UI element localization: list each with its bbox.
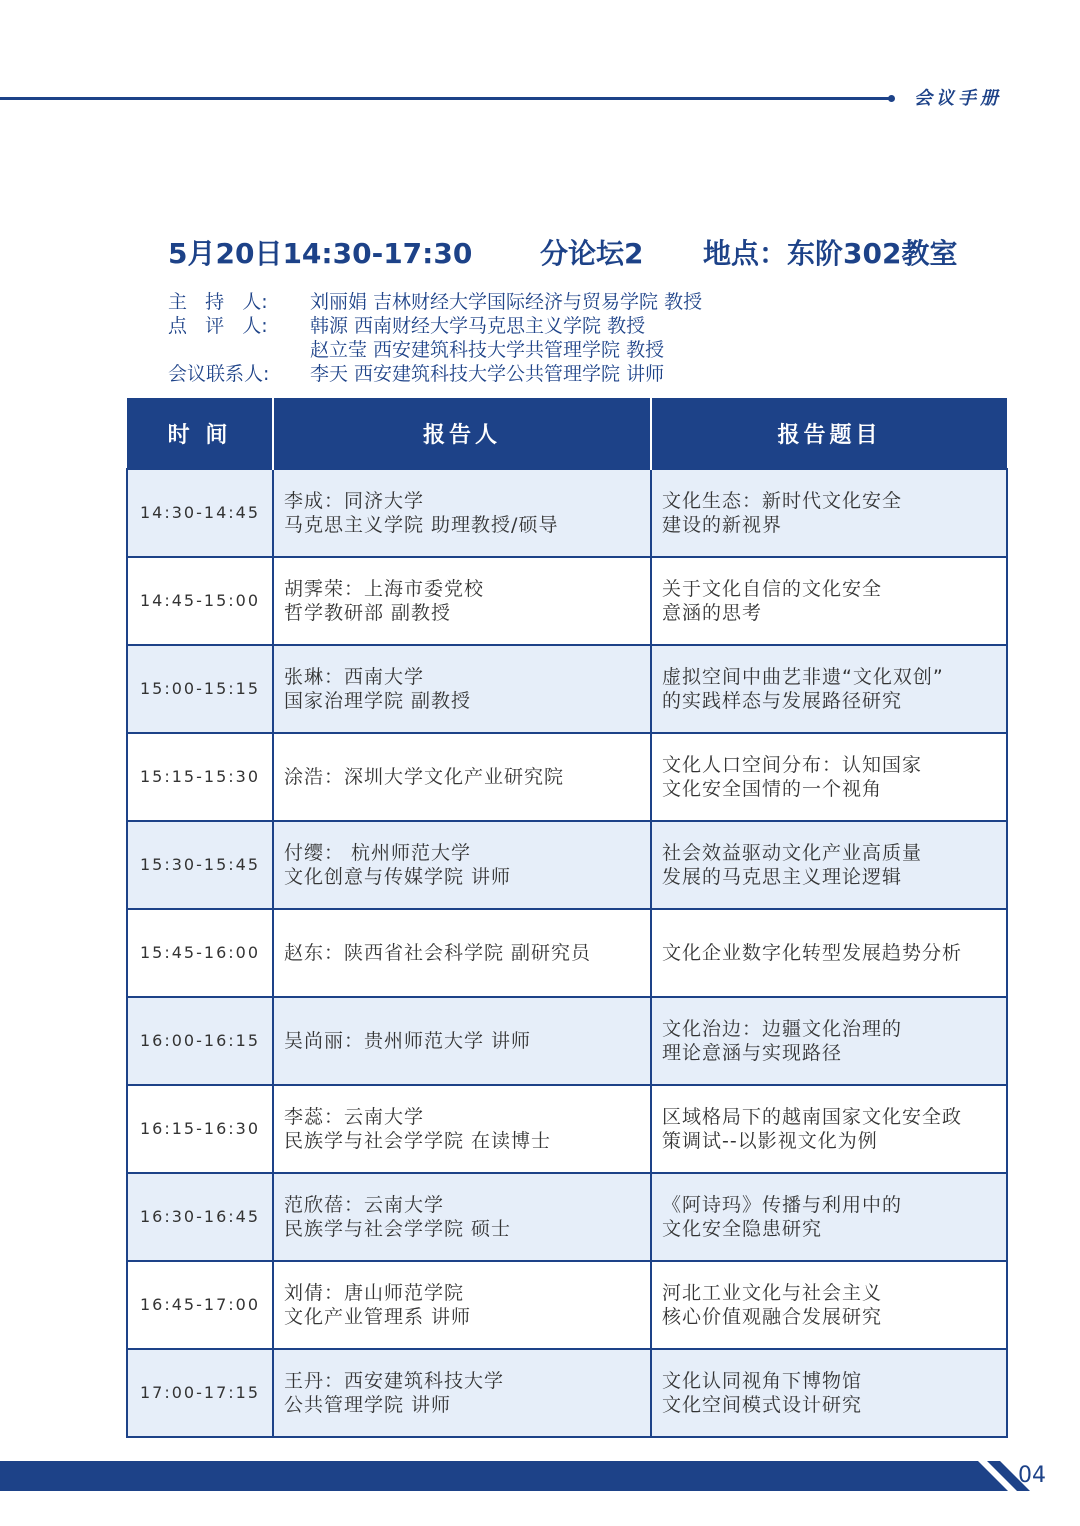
speaker-line: 公共管理学院 讲师 xyxy=(284,1394,452,1416)
speaker-cell xyxy=(273,557,651,645)
people-value: 赵立莹 西安建筑科技大学共管理学院 教授 xyxy=(310,339,665,361)
topic-line: 核心价值观融合发展研究 xyxy=(662,1306,883,1328)
speaker-line: 民族学与社会学学院 在读博士 xyxy=(284,1130,552,1152)
handbook-label: 会议手册 xyxy=(914,88,1002,109)
session-time: 5月20日14:30-17:30 xyxy=(168,237,473,270)
speaker-line: 李蕊：云南大学 xyxy=(284,1106,425,1128)
topic-line: 的实践样态与发展路径研究 xyxy=(662,690,903,712)
header-topic: 报告题目 xyxy=(651,398,1007,469)
table-row xyxy=(127,557,1007,645)
speaker-line: 赵东：陕西省社会科学院 副研究员 xyxy=(284,942,592,964)
table-row xyxy=(127,469,1007,557)
speaker-cell xyxy=(273,733,651,821)
table-header-row xyxy=(127,398,1007,469)
topic-line: 发展的马克思主义理论逻辑 xyxy=(662,866,903,888)
schedule-table xyxy=(126,398,1008,1438)
topic-line: 意涵的思考 xyxy=(662,602,763,624)
speaker-line: 范欣蓓：云南大学 xyxy=(284,1194,445,1216)
speaker-line: 刘倩：唐山师范学院 xyxy=(284,1282,465,1304)
speaker-line: 哲学教研部 副教授 xyxy=(284,602,452,624)
topic-cell xyxy=(651,1261,1007,1349)
footer-bar-fill xyxy=(0,1461,1008,1491)
table-row xyxy=(127,1349,1007,1437)
time-cell: 16:45-17:00 xyxy=(127,1261,273,1349)
table-row xyxy=(127,997,1007,1085)
speaker-line: 付缨： 杭州师范大学 xyxy=(284,842,472,864)
time-cell: 14:30-14:45 xyxy=(127,469,273,557)
topic-line: 文化人口空间分布：认知国家 xyxy=(662,754,923,776)
topic-line: 区域格局下的越南国家文化安全政 xyxy=(662,1106,963,1128)
people-row xyxy=(168,338,1028,362)
schedule-body xyxy=(127,469,1007,1437)
table-row xyxy=(127,733,1007,821)
speaker-cell xyxy=(273,909,651,997)
people-row xyxy=(168,290,1028,314)
speaker-cell xyxy=(273,1261,651,1349)
header-speaker: 报告人 xyxy=(273,398,651,469)
time-cell: 16:30-16:45 xyxy=(127,1173,273,1261)
topic-line: 虚拟空间中曲艺非遗“文化双创” xyxy=(662,666,944,688)
topic-cell xyxy=(651,469,1007,557)
session-forum: 分论坛2 xyxy=(540,237,644,270)
topic-cell xyxy=(651,1173,1007,1261)
topic-line: 文化认同视角下博物馆 xyxy=(662,1370,863,1392)
time-cell: 15:30-15:45 xyxy=(127,821,273,909)
people-row xyxy=(168,314,1028,338)
speaker-cell xyxy=(273,645,651,733)
speaker-line: 文化产业管理系 讲师 xyxy=(284,1306,472,1328)
speaker-line: 吴尚丽：贵州师范大学 讲师 xyxy=(284,1030,532,1052)
time-cell: 15:45-16:00 xyxy=(127,909,273,997)
people-row xyxy=(168,362,1028,386)
table-row xyxy=(127,645,1007,733)
topic-line: 社会效益驱动文化产业高质量 xyxy=(662,842,923,864)
speaker-line: 李成：同济大学 xyxy=(284,490,425,512)
speaker-line: 民族学与社会学学院 硕士 xyxy=(284,1218,512,1240)
header-time: 时 间 xyxy=(127,398,273,469)
people-value: 韩源 西南财经大学马克思主义学院 教授 xyxy=(310,315,646,337)
header-rule-dot xyxy=(888,95,895,102)
time-cell: 15:15-15:30 xyxy=(127,733,273,821)
topic-line: 文化空间模式设计研究 xyxy=(662,1394,863,1416)
topic-cell xyxy=(651,1085,1007,1173)
footer-bar xyxy=(0,1461,1080,1491)
topic-line: 理论意涵与实现路径 xyxy=(662,1042,843,1064)
session-venue: 地点：东阶302教室 xyxy=(703,237,958,270)
people-value: 李天 西安建筑科技大学公共管理学院 讲师 xyxy=(310,363,665,385)
session-people xyxy=(168,290,1028,386)
speaker-line: 国家治理学院 副教授 xyxy=(284,690,472,712)
table-row xyxy=(127,1085,1007,1173)
speaker-cell xyxy=(273,1349,651,1437)
topic-line: 河北工业文化与社会主义 xyxy=(662,1282,883,1304)
time-cell: 16:15-16:30 xyxy=(127,1085,273,1173)
topic-line: 文化企业数字化转型发展趋势分析 xyxy=(662,942,963,964)
topic-line: 文化治边：边疆文化治理的 xyxy=(662,1018,903,1040)
topic-cell xyxy=(651,733,1007,821)
topic-line: 策调试--以影视文化为例 xyxy=(662,1130,878,1152)
people-role xyxy=(168,338,310,362)
people-role: 主 持 人: xyxy=(168,291,268,313)
speaker-line: 涂浩：深圳大学文化产业研究院 xyxy=(284,766,565,788)
speaker-line: 王丹：西安建筑科技大学 xyxy=(284,1370,505,1392)
table-row xyxy=(127,821,1007,909)
topic-cell xyxy=(651,645,1007,733)
speaker-cell xyxy=(273,1085,651,1173)
time-cell: 16:00-16:15 xyxy=(127,997,273,1085)
topic-cell xyxy=(651,821,1007,909)
topic-line: 文化安全国情的一个视角 xyxy=(662,778,883,800)
time-cell: 17:00-17:15 xyxy=(127,1349,273,1437)
table-row xyxy=(127,909,1007,997)
topic-line: 建设的新视界 xyxy=(662,514,783,536)
topic-line: 文化安全隐患研究 xyxy=(662,1218,823,1240)
time-cell: 15:00-15:15 xyxy=(127,645,273,733)
page-number: 04 xyxy=(1018,1463,1046,1488)
topic-cell xyxy=(651,997,1007,1085)
topic-line: 关于文化自信的文化安全 xyxy=(662,578,883,600)
speaker-cell xyxy=(273,1173,651,1261)
header-rule xyxy=(0,97,892,100)
speaker-line: 文化创意与传媒学院 讲师 xyxy=(284,866,512,888)
speaker-line: 张琳：西南大学 xyxy=(284,666,425,688)
people-role: 会议联系人: xyxy=(168,363,270,385)
topic-cell xyxy=(651,909,1007,997)
time-cell: 14:45-15:00 xyxy=(127,557,273,645)
table-row xyxy=(127,1261,1007,1349)
speaker-cell xyxy=(273,821,651,909)
topic-line: 《阿诗玛》传播与利用中的 xyxy=(662,1194,903,1216)
speaker-line: 胡霁荣：上海市委党校 xyxy=(284,578,485,600)
people-value: 刘丽娟 吉林财经大学国际经济与贸易学院 教授 xyxy=(310,291,703,313)
people-role: 点 评 人: xyxy=(168,315,268,337)
speaker-line: 马克思主义学院 助理教授/硕导 xyxy=(284,514,559,536)
topic-line: 文化生态：新时代文化安全 xyxy=(662,490,903,512)
topic-cell xyxy=(651,1349,1007,1437)
speaker-cell xyxy=(273,997,651,1085)
topic-cell xyxy=(651,557,1007,645)
speaker-cell xyxy=(273,469,651,557)
table-row xyxy=(127,1173,1007,1261)
